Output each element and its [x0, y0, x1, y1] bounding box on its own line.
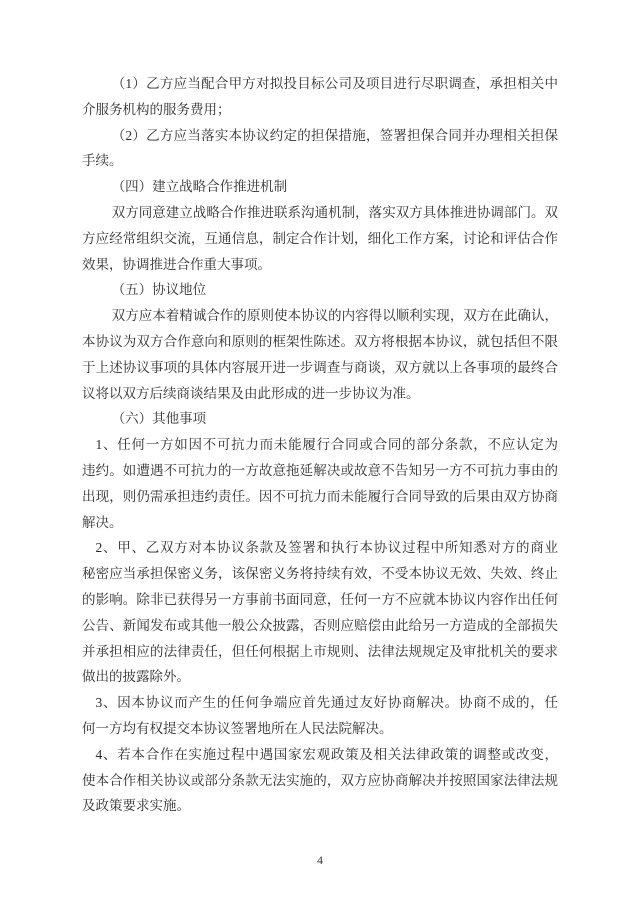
page-footer — [0, 853, 640, 867]
text-line: （1）乙方应当配合甲方对拟投目标公司及项目进行尽职调查，承担相关中 — [111, 76, 558, 91]
clause-paragraph — [82, 123, 558, 175]
text-line: 秘密应当承担保密义务，该保密义务将持续有效，不受本协议无效、失效、终止 — [82, 566, 558, 582]
section-heading — [82, 277, 558, 303]
text-line: 1、任何一方如因不可抗力而未能履行合同或合同的部分条款，不应认定为 — [95, 437, 558, 453]
text-line: 何一方均有权提交本协议签署地所在人民法院解决。 — [82, 720, 393, 736]
section-heading — [82, 174, 558, 200]
text-line: 的影响。除非已获得另一方事前书面同意，任何一方不应就本协议内容作出任何 — [82, 591, 558, 607]
clause-paragraph — [82, 303, 558, 406]
clause-paragraph — [82, 690, 558, 742]
clause-paragraph — [82, 200, 558, 277]
text-line: 公告、新闻发布或其他一般公众披露，否则应赔偿由此给另一方造成的全部损失 — [82, 617, 558, 633]
text-line: 做出的披露除外。 — [82, 669, 190, 685]
text-line: 于上述协议事项的具体内容展开进一步调查与商谈，双方就以上各事项的最终合 — [82, 359, 558, 375]
clause-paragraph — [82, 71, 558, 123]
text-line: 议将以双方后续商谈结果及由此形成的进一步协议为准。 — [82, 385, 420, 401]
text-line: 4、若本合作在实施过程中遇国家宏观政策及相关法律政策的调整或改变， — [95, 746, 558, 762]
text-line: （四）建立战略合作推进机制 — [111, 179, 288, 195]
text-line: 出现，则仍需承担违约责任。因不可抗力而未能履行合同导致的后果由双方协商 — [82, 488, 558, 504]
text-line: （五）协议地位 — [111, 282, 207, 298]
text-line: 违约。如遭遇不可抗力的一方故意拖延解决或故意不告知另一方不可抗力事由的 — [82, 462, 558, 478]
text-line: 本协议为双方合作意向和原则的框架性陈述。双方将根据本协议，就包括但不限 — [82, 333, 558, 349]
text-line: 双方应本着精诚合作的原则使本协议的内容得以顺利实现，双方在此确认， — [111, 308, 558, 324]
text-line: 2、甲、乙双方对本协议条款及签署和执行本协议过程中所知悉对方的商业 — [95, 540, 558, 556]
document-body — [82, 71, 558, 819]
text-line: 效果，协调推进合作重大事项。 — [82, 256, 271, 272]
text-line: 手续。 — [82, 153, 123, 169]
section-heading — [82, 406, 558, 432]
page-number: 4 — [317, 853, 323, 867]
text-line: 并承担相应的法律责任，但任何根据上市规则、法律法规规定及审批机关的要求 — [82, 643, 558, 659]
text-line: 3、因本协议而产生的任何争端应首先通过友好协商解决。协商不成的，任 — [95, 695, 558, 711]
text-line: 使本合作相关协议或部分条款无法实施的，双方应协商解决并按照国家法律法规 — [82, 772, 558, 788]
clause-paragraph — [82, 742, 558, 819]
clause-paragraph — [82, 535, 558, 690]
text-line: 及政策要求实施。 — [82, 798, 190, 814]
text-line: （六）其他事项 — [111, 411, 207, 427]
text-line: 双方同意建立战略合作推进联系沟通机制，落实双方具体推进协调部门。双 — [111, 204, 558, 220]
clause-paragraph — [82, 432, 558, 535]
text-line: 解决。 — [82, 514, 123, 530]
text-line: （2）乙方应当落实本协议约定的担保措施，签署担保合同并办理相关担保 — [111, 127, 558, 143]
text-line: 介服务机构的服务费用； — [82, 101, 231, 117]
text-line: 方应经常组织交流，互通信息，制定合作计划，细化工作方案，讨论和评估合作 — [82, 230, 558, 246]
